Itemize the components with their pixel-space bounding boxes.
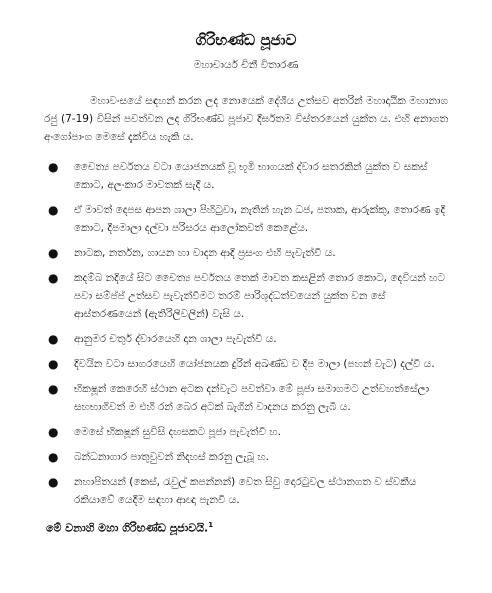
list-item <box>40 269 452 323</box>
list-item <box>40 330 452 348</box>
bullet-icon: ● <box>48 332 59 346</box>
list-item <box>40 158 452 194</box>
list-item <box>40 448 452 466</box>
list-item <box>40 380 452 416</box>
list-item <box>40 201 452 237</box>
list-item-text: චෛත්‍ය පර්වතය වටා යොජනයක් වූ භූමි භාගයක් ද්වාර සතරකින් යුක්ත ව සකස් කොට, අලංකාර මාවතක් සැදී ය. <box>74 161 428 191</box>
list-item-text: බන්ධනාගාර පාතුවුවන් නිදහස් කරනු ලැබූ හ. <box>74 451 269 463</box>
list-item-text: නාටක, නර්තන, ගායන හා වාදන ආදි ප්‍රසංග එහි පැවැත්වී ය. <box>74 247 336 259</box>
list-item-text: භිකෂූන් කෙරෙහි ස්ථාන අටක දන්වැට පවත්වා මේ පූජා සමාගමට උත්වහත්සේලා සහභාගිවත් ම එහි රන් බෙර අටක් බැගින් වාදනය කරනු ලැබී ය. <box>74 383 430 413</box>
bullet-icon: ● <box>48 357 59 371</box>
bullet-icon: ● <box>48 382 59 396</box>
bullet-list <box>40 158 452 509</box>
author-name: මහාචාර්ය චිනී විතාරණ <box>193 59 299 71</box>
footnote-mark: 1 <box>208 521 214 529</box>
list-item <box>40 473 452 509</box>
list-item <box>40 355 452 373</box>
list-item-text: මෙසේ භිකෂූන් සුවිසි දහසකට පූජා පැවැත්වී හ. <box>74 426 281 438</box>
list-item-text: ආනුමර චතුර් ද්වාරයෙහි දාන ශාලා පැවැත්වී ය. <box>74 333 277 345</box>
list-item <box>40 423 452 441</box>
list-item <box>40 244 452 262</box>
bullet-icon: ● <box>48 450 59 464</box>
list-item-text: දිවයින වටා සාගරයෙහි යෝජනයක දුරින් අඛණ්ඩ ව දීප මාලා (පහන් වැට) දල්වී ය. <box>74 358 435 370</box>
list-item-text: කදම්බ නදියේ සිට චෛත්‍ය පර්වතය තෙක් මාවත කසළින් තොර කොට, දෙවියන් හට පවා සම්ප්ප් උත්සව පැවැත්වීමට තරම් පාරිශුද්ධත්වයෙන් යුක්ත වන සේ ආස්තරණයෙන් (ඇතිරිලිවලින්) වැසි ය. <box>74 272 445 320</box>
bullet-icon: ● <box>48 271 59 285</box>
bullet-icon: ● <box>48 475 59 489</box>
closing-line <box>46 516 452 538</box>
closing-text: මේ වනාහි මහා ගිරිභණ්ඩ පූජාවයි. <box>46 521 209 535</box>
bullet-icon: ● <box>48 246 59 260</box>
intro-paragraph: මහාවංසයේ සඳහන් කරන ලද නොයෙක් දේශීය උත්සව අතරින් මහාදාඨික මහානාග රජු (7-19) විසින් පවත්වන ලද ගිරිභණ්ඩ පූජාව දීර්ඝතම විස්තරයෙන් යුක්ත ය. එහි අනාගත අංගෝපාංග මෙසේ දැක්විය හැකි ය. <box>44 95 448 143</box>
bullet-icon: ● <box>48 160 59 174</box>
page-title: ගිරිභණ්ඩ පූජාව <box>195 31 297 49</box>
list-item-text: නහාපිතයන් (කෙස්, රැවුල් කපන්නන්) වෙත සිවු දොරටුවල ස්ථානගත ව ස්වකීය රකියාවේ යෙදීම සඳහා ආඥා පැනවී ය. <box>74 476 417 506</box>
bullet-icon: ● <box>48 203 59 217</box>
list-item-text: ඒ මාවත් දෙපස ආපන ශාලා පිහිටුවා, නැතින් හැන ධජ, පතාක, ආරුක්කු, තොරණ ඉදි කොට, දීපමාලා දල්වා පරිසරය ආලෝකවත් කෙළේය. <box>74 204 446 234</box>
bullet-icon: ● <box>48 425 59 439</box>
